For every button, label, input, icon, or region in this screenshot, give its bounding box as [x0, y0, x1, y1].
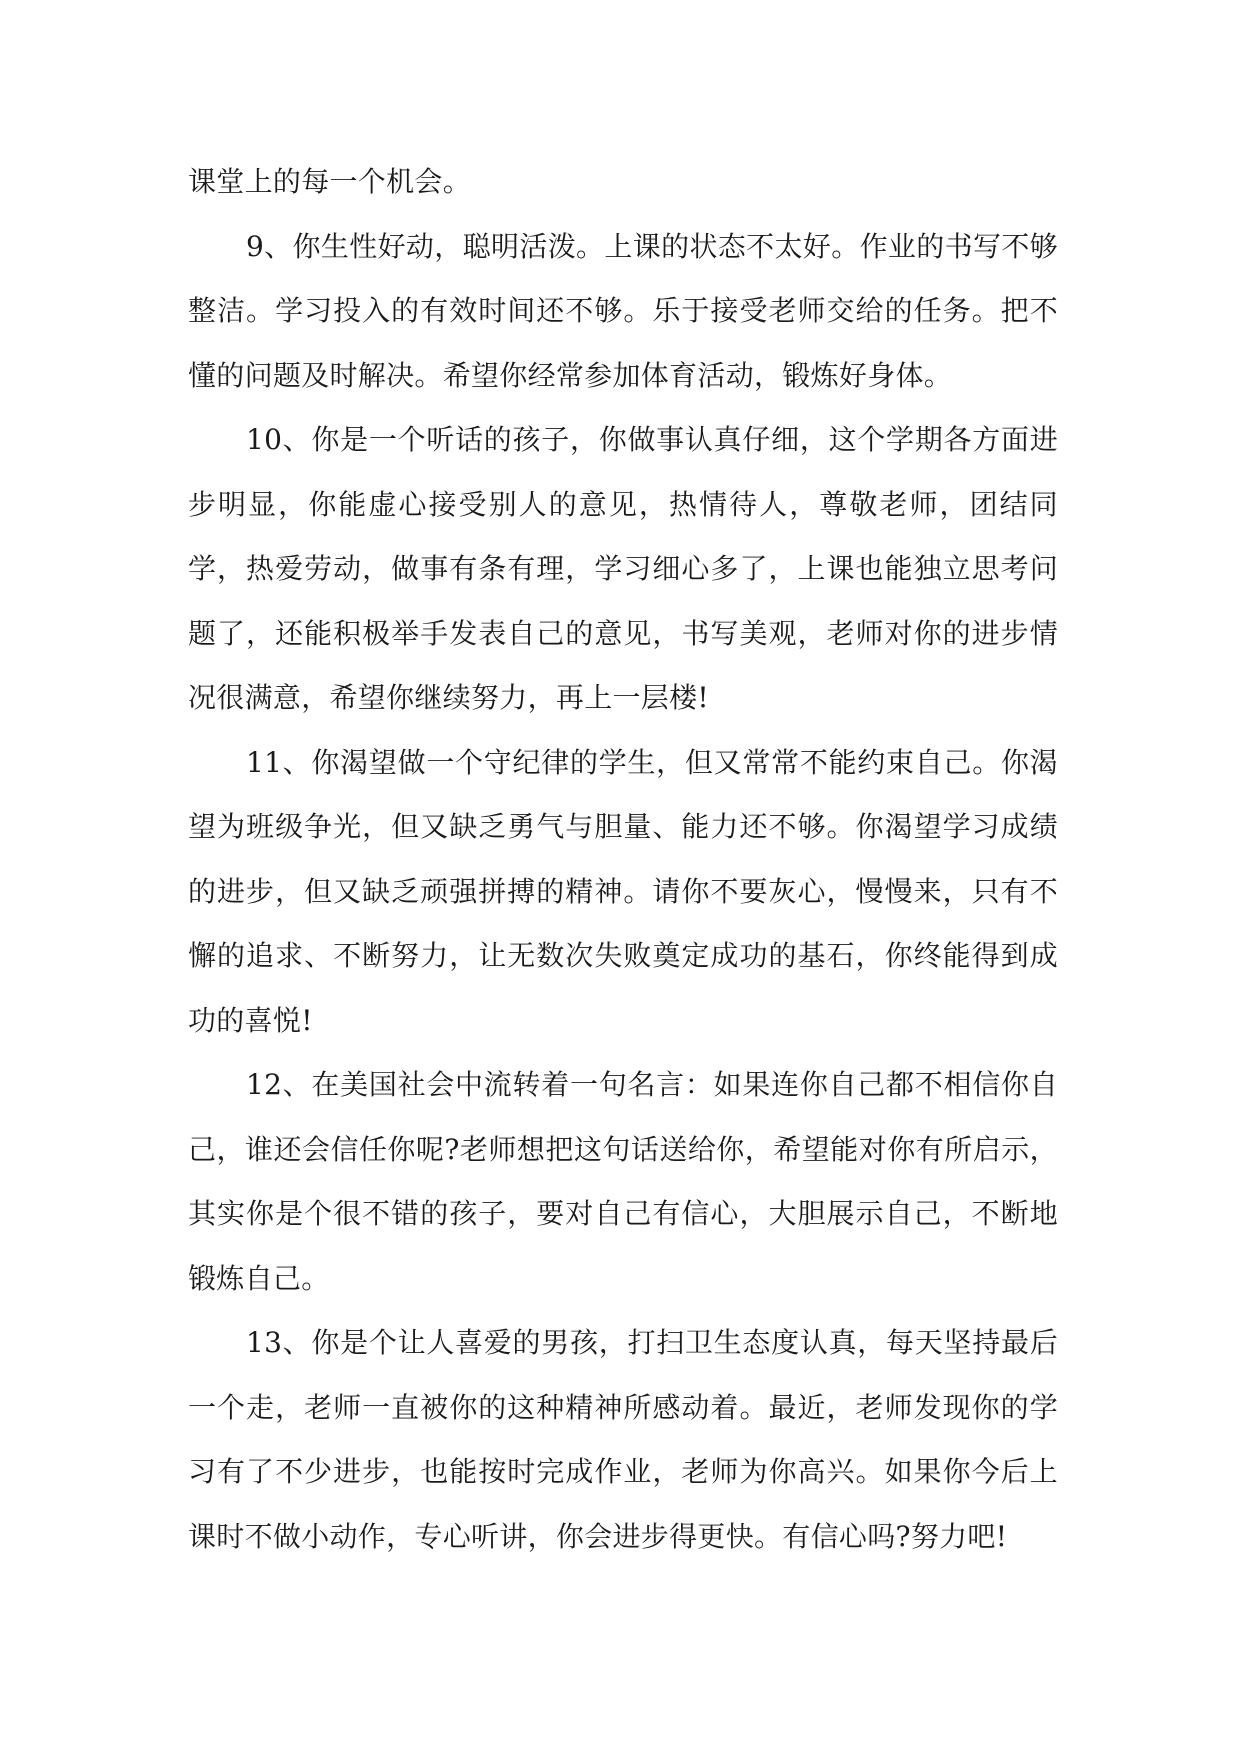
paragraph-comment-9: 9、你生性好动，聪明活泼。上课的状态不太好。作业的书写不够整洁。学习投入的有效时间还不够。乐于接受老师交给的任务。把不懂的问题及时解决。希望你经常参加体育活动，锻炼好身体。 — [188, 229, 1058, 392]
paragraph-comment-10: 10、你是一个听话的孩子，你做事认真仔细，这个学期各方面进步明显，你能虚心接受别人的意见，热情待人，尊敬老师，团结同学，热爱劳动，做事有条有理，学习细心多了，上课也能独立思考问题了，还能积极举手发表自己的意见，书写美观，老师对你的进步情况很满意，希望你继续努力，再上一层楼! — [188, 423, 1058, 714]
paragraph-continuation: 课堂上的每一个机会。 — [188, 165, 472, 198]
paragraph-comment-13: 13、你是个让人喜爱的男孩，打扫卫生态度认真，每天坚持最后一个走，老师一直被你的这种精神所感动着。最近，老师发现你的学习有了不少进步，也能按时完成作业，老师为你高兴。如果你今后上课时不做小动作，专心听讲，你会进步得更快。有信心吗?努力吧! — [188, 1326, 1058, 1553]
document-body — [188, 150, 1058, 1569]
paragraph-comment-11: 11、你渴望做一个守纪律的学生，但又常常不能约束自己。你渴望为班级争光，但又缺乏勇气与胆量、能力还不够。你渴望学习成绩的进步，但又缺乏顽强拼搏的精神。请你不要灰心，慢慢来，只有不懈的追求、不断努力，让无数次失败奠定成功的基石，你终能得到成功的喜悦! — [188, 745, 1058, 1037]
paragraph-comment-12: 12、在美国社会中流转着一句名言：如果连你自己都不相信你自己，谁还会信任你呢?老师想把这句话送给你，希望能对你有所启示，其实你是个很不错的孩子，要对自己有信心，大胆展示自己，不断地锻炼自己。 — [188, 1068, 1058, 1295]
